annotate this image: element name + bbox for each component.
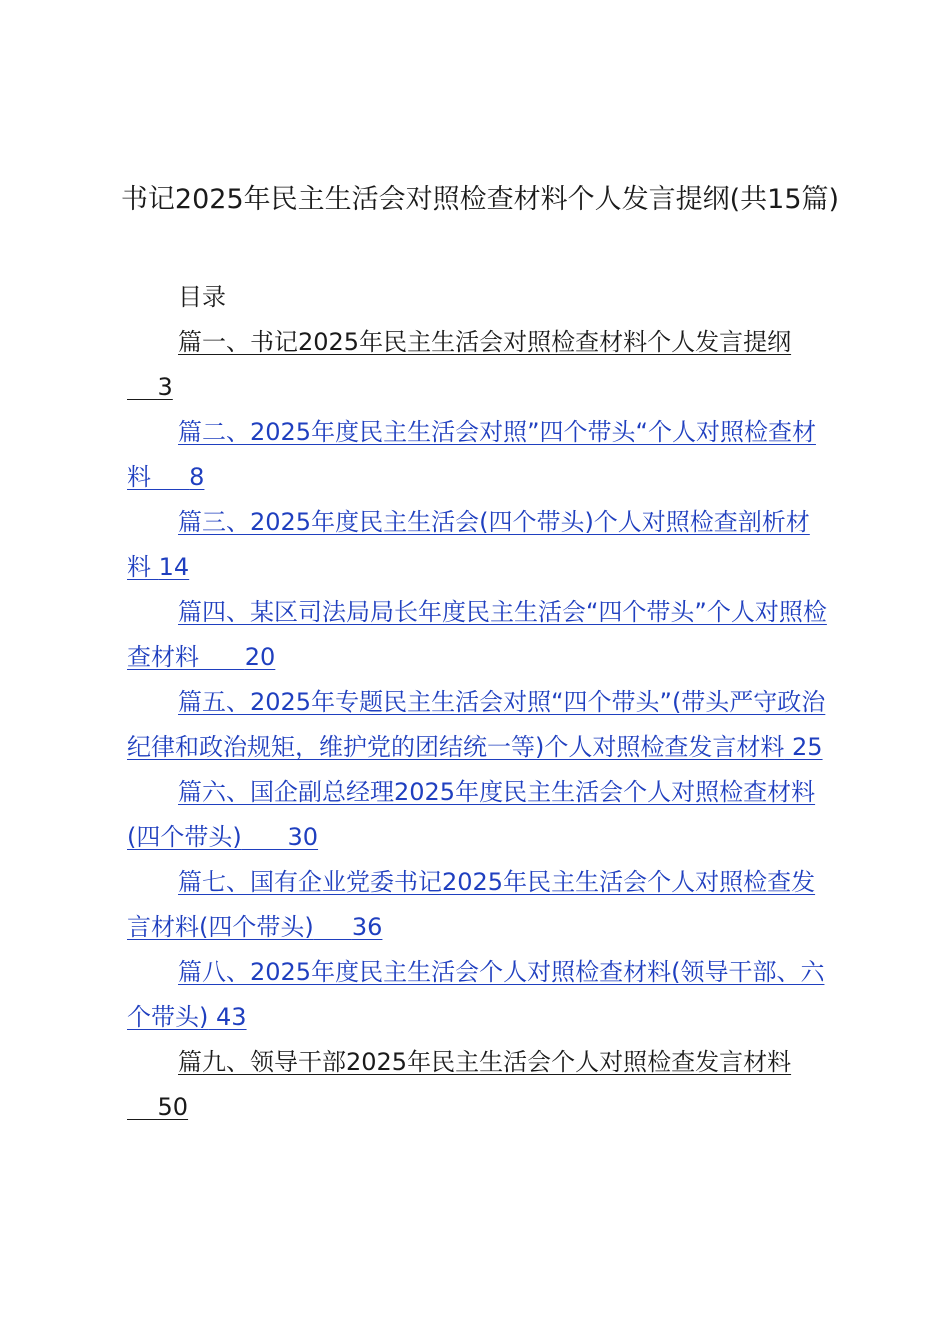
toc-entry-title: 篇四、某区司法局局长年度民主生活会“四个带头”个人对照检查材料 — [127, 598, 827, 671]
toc-entry-title: 篇六、国企副总经理2025年度民主生活会个人对照检查材料(四个带头) — [127, 778, 816, 851]
toc-entry-title: 篇八、2025年度民主生活会个人对照检查材料(领导干部、六个带头) — [127, 958, 825, 1031]
document-title: 书记2025年民主生活会对照检查材料个人发言提纲(共15篇) — [120, 184, 840, 215]
toc-entry-4 — [127, 590, 832, 680]
toc-entry-3 — [127, 500, 832, 590]
toc-page-number: 30 — [287, 823, 319, 851]
toc-link-9[interactable] — [127, 1048, 791, 1121]
toc-entry-6 — [127, 770, 832, 860]
toc-entry-title: 篇九、领导干部2025年民主生活会个人对照检查发言材料 — [178, 1048, 792, 1076]
toc-page-number: 8 — [189, 463, 205, 491]
toc-page-number: 36 — [351, 913, 383, 941]
table-of-contents — [127, 320, 832, 1130]
toc-entry-8 — [127, 950, 832, 1040]
toc-entry-1 — [127, 320, 832, 410]
toc-page-number: 50 — [157, 1093, 189, 1121]
toc-entry-9 — [127, 1040, 832, 1130]
toc-entry-title: 篇二、2025年度民主生活会对照”四个带头“个人对照检查材料 — [127, 418, 816, 491]
toc-page-number: 3 — [157, 373, 173, 401]
toc-link-5[interactable] — [127, 688, 825, 761]
toc-link-6[interactable] — [127, 778, 815, 851]
toc-page-number: 25 — [792, 733, 823, 761]
toc-page-number: 20 — [244, 643, 276, 671]
toc-entry-title: 篇一、书记2025年民主生活会对照检查材料个人发言提纲 — [178, 328, 792, 356]
toc-entry-title: 篇五、2025年专题民主生活会对照“四个带头”(带头严守政治纪律和政治规矩，维护党的团结统一等)个人对照检查发言材料 — [127, 688, 826, 761]
toc-page-number: 43 — [216, 1003, 247, 1031]
toc-heading: 目录 — [178, 283, 226, 311]
toc-link-7[interactable] — [127, 868, 815, 941]
toc-link-4[interactable] — [127, 598, 827, 671]
toc-entry-title: 篇三、2025年度民主生活会(四个带头)个人对照检查剖析材料 — [127, 508, 810, 581]
toc-entry-2 — [127, 410, 832, 500]
toc-entry-5 — [127, 680, 832, 770]
toc-link-1[interactable] — [127, 328, 791, 401]
toc-page-number: 14 — [158, 553, 190, 581]
toc-link-2[interactable] — [127, 418, 816, 491]
toc-link-8[interactable] — [127, 958, 824, 1031]
toc-link-3[interactable] — [127, 508, 810, 581]
toc-entry-7 — [127, 860, 832, 950]
toc-entry-title: 篇七、国有企业党委书记2025年民主生活会个人对照检查发言材料(四个带头) — [127, 868, 816, 941]
